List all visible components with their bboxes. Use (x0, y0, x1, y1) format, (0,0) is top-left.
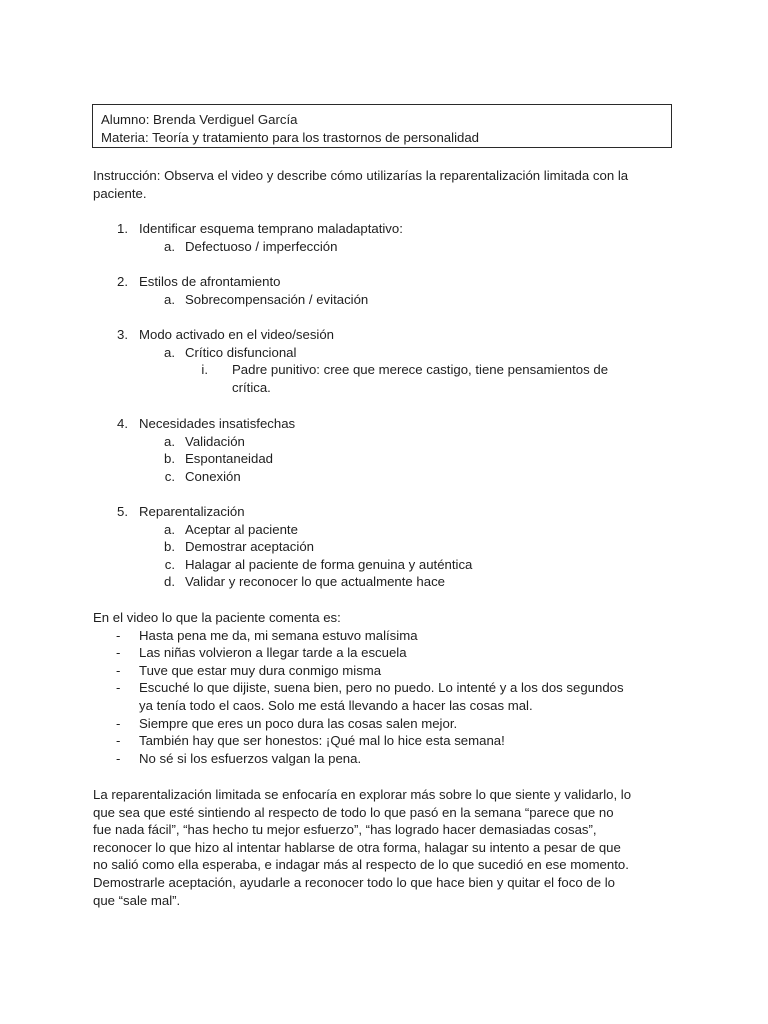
section-5 (93, 503, 683, 591)
list-item (93, 238, 683, 256)
conclusion-line: La reparentalización limitada se enfocaría en explorar más sobre lo que siente y validarlo, lo (93, 787, 632, 802)
sub-list-item (93, 361, 683, 379)
instruction-line: paciente. (93, 185, 147, 201)
section-title: Estilos de afrontamiento (139, 274, 281, 289)
dash-marker: - (116, 662, 121, 678)
list-item (93, 291, 683, 309)
item-marker: a. (164, 344, 175, 360)
subitem-text: crítica. (232, 379, 271, 395)
section-1 (93, 220, 683, 255)
conclusion-line: fue nada fácil”, “has hecho tu mejor esfuerzo”, “has logrado hacer demasiadas cosas”, (93, 822, 597, 838)
list-item (93, 521, 683, 539)
quote-item (93, 662, 683, 680)
quote-text: Escuché lo que dijiste, suena bien, pero no puedo. Lo intenté y a los dos segundos (139, 680, 624, 696)
conclusion-paragraph (93, 786, 683, 909)
section-number: 5. (117, 504, 128, 519)
list-item (93, 344, 683, 362)
quote-text: Las niñas volvieron a llegar tarde a la escuela (139, 645, 407, 661)
instruction-line: Instrucción: Observa el video y describe cómo utilizarías la reparentalización limitada con la (93, 168, 629, 183)
dash-marker: - (116, 627, 121, 643)
patient-comments (93, 609, 683, 767)
item-text: Validar y reconocer lo que actualmente hace (185, 574, 445, 590)
item-text: Espontaneidad (185, 451, 273, 467)
dash-marker: - (116, 680, 121, 696)
item-marker: a. (164, 291, 175, 307)
instruction (93, 167, 683, 202)
quote-text: Tuve que estar muy dura conmigo misma (139, 662, 382, 678)
section-title: Modo activado en el video/sesión (139, 327, 335, 342)
dash-marker: - (116, 715, 121, 731)
item-text: Validación (185, 433, 245, 449)
item-text: Halagar al paciente de forma genuina y auténtica (185, 556, 473, 572)
quote-text: No sé si los esfuerzos valgan la pena. (139, 750, 362, 766)
item-text: Sobrecompensación / evitación (185, 291, 369, 307)
section-2 (93, 273, 683, 308)
item-text: Defectuoso / imperfección (185, 238, 338, 254)
quote-item (93, 732, 683, 750)
comments-intro: En el video lo que la paciente comenta es: (93, 610, 341, 625)
item-text: Demostrar aceptación (185, 539, 315, 555)
quote-item (93, 679, 683, 697)
item-marker: c. (164, 556, 175, 572)
item-text: Crítico disfuncional (185, 344, 297, 360)
item-marker: d. (164, 574, 175, 590)
list-item (93, 538, 683, 556)
list-item (93, 468, 683, 486)
section-number: 3. (117, 327, 128, 342)
section-number: 1. (117, 221, 128, 236)
quote-item-continuation (93, 697, 683, 715)
dash-marker: - (116, 645, 121, 661)
item-marker: b. (164, 451, 175, 467)
subject-name: Materia: Teoría y tratamiento para los trastornos de personalidad (101, 129, 479, 145)
subitem-text: Padre punitivo: cree que merece castigo, tiene pensamientos de (232, 362, 609, 378)
conclusion-line: reconocer lo que hizo al intentar hablarse de otra forma, halagar su intento a pesar de que (93, 839, 621, 855)
quote-text: ya tenía todo el caos. Solo me está llevando a hacer las cosas mal. (139, 697, 533, 713)
subitem-marker: i. (201, 362, 208, 378)
list-item (93, 433, 683, 451)
sub-list-item-continuation (93, 379, 683, 397)
item-marker: c. (164, 468, 175, 484)
dash-marker: - (116, 733, 121, 749)
item-text: Aceptar al paciente (185, 521, 298, 537)
quote-text: Siempre que eres un poco dura las cosas salen mejor. (139, 715, 458, 731)
item-marker: a. (164, 433, 175, 449)
item-marker: a. (164, 238, 175, 254)
header-box (92, 104, 672, 148)
item-marker: b. (164, 539, 175, 555)
section-title: Identificar esquema temprano maladaptativo: (139, 221, 403, 236)
list-item (93, 450, 683, 468)
section-title: Necesidades insatisfechas (139, 416, 296, 431)
list-item (93, 556, 683, 574)
section-title: Reparentalización (139, 504, 245, 519)
section-number: 4. (117, 416, 128, 431)
dash-marker: - (116, 750, 121, 766)
section-number: 2. (117, 274, 128, 289)
student-name: Alumno: Brenda Verdiguel García (101, 112, 298, 127)
quote-text: También hay que ser honestos: ¡Qué mal lo hice esta semana! (139, 733, 505, 749)
quote-item (93, 644, 683, 662)
section-heading (93, 503, 683, 521)
section-heading (93, 220, 683, 238)
quote-text: Hasta pena me da, mi semana estuvo malísima (139, 627, 418, 643)
quote-item (93, 750, 683, 768)
conclusion-line: que “sale mal”. (93, 892, 181, 908)
conclusion-line: Demostrarle aceptación, ayudarle a reconocer todo lo que hace bien y quitar el foco de lo (93, 874, 615, 890)
quote-item (93, 627, 683, 645)
section-3 (93, 326, 683, 396)
quote-item (93, 715, 683, 733)
section-heading (93, 326, 683, 344)
section-heading (93, 273, 683, 291)
section-4 (93, 415, 683, 485)
conclusion-line: no salió como ella esperaba, e indagar más al respecto de lo que sucedió en ese momento. (93, 857, 629, 873)
section-heading (93, 415, 683, 433)
item-marker: a. (164, 521, 175, 537)
list-item (93, 573, 683, 591)
item-text: Conexión (185, 468, 241, 484)
conclusion-line: que sea que esté sintiendo al respecto de todo lo que pasó en la semana “parece que no (93, 804, 614, 820)
